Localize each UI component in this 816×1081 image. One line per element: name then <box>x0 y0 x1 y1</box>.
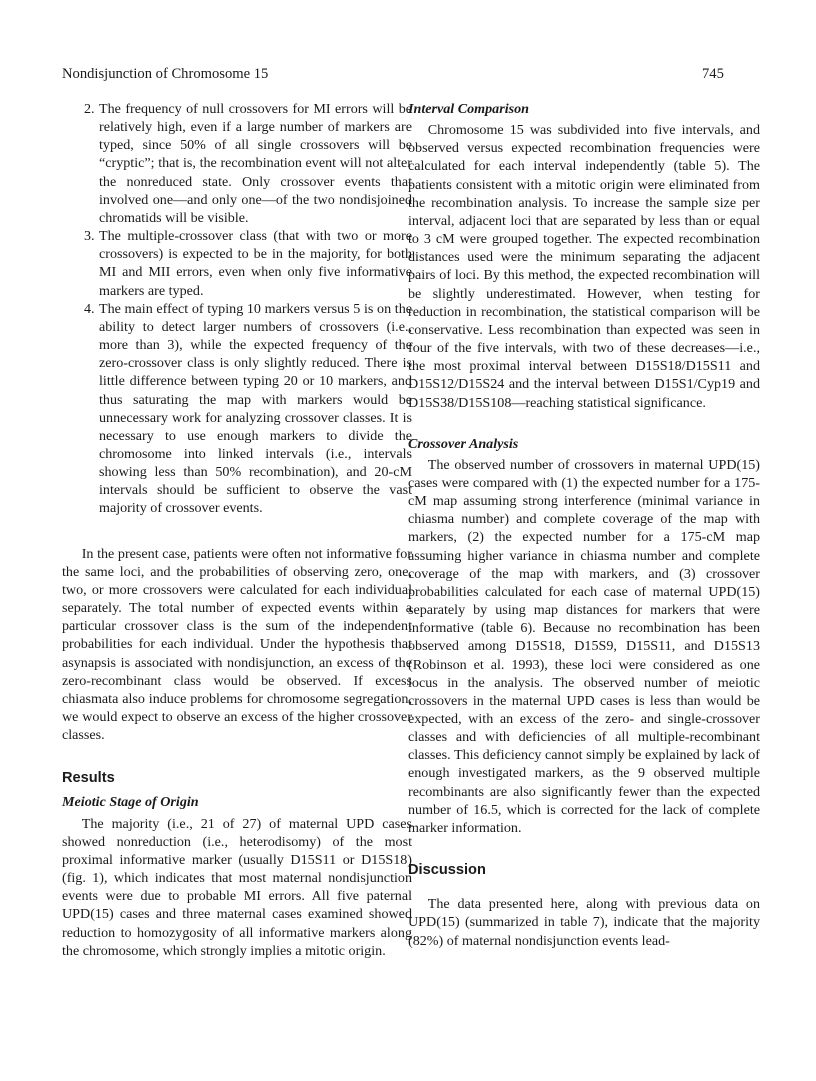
paragraph-interval-comparison: Chromosome 15 was subdivided into five intervals, and observed versus expected recombination frequencies were calculated for each interval independently (table 5). The patients consistent with a mitotic origin were eliminated from the recombination analysis. To increase the sample size per interval, adjacent loci that are separated by less than or equal to 3 cM were grouped together. The expected recombination distances used were the minimum separating the adjacent pairs of loci. By this method, the expected recombination will be slightly underestimated. However, when testing for reduction in recombination, the statistical comparison will be conservative. Less recombination than expected was seen in four of the five intervals, with two of these decreases—i.e., the most proximal interval between D15S18/D15S11 and D15S12/D15S24 and the interval between D15S1/Cyp19 and D15S38/D15S108—reaching statistical significance. <box>408 122 760 411</box>
page-number: 745 <box>702 66 724 82</box>
paragraph-crossover-analysis: The observed number of crossovers in maternal UPD(15) cases were compared with (1) the expected number for a 175-cM map assuming strong interference (minimal variance in chiasma number) and complete coverage of the map with markers, (2) the expected number for a 175-cM map assuming higher variance in chiasma number and complete coverage of the map with markers, and (3) crossover probabilities calculated for each case of maternal UPD(15) separately by using map distances for markers that were informative (table 6). Because no recombination has been observed among D15S18, D15S9, D15S11, and D15S13 (Robinson et al. 1993), these loci were considered as one locus in the analysis. The observed number of meiotic crossovers in the maternal UPD cases is less than would be expected, with an excess of the zero- and single-crossover classes and with deficiencies of all multiple-recombinant classes. This deficiency cannot simply be explained by lack of enough investigated markers, as the 9 observed multiple recombinants are also significantly fewer than the expected number of 16.5, which is corrected for the lack of complete marker information. <box>408 456 760 836</box>
paragraph-present-case: In the present case, patients were often not informative for the same loci, and the probabilities of observing zero, one, two, or more crossovers were calculated for each individual separately. The total number of expected events within a particular crossover class is the sum of the independent probabilities for each individual. Under the hypothesis that asynapsis is associated with nondisjunction, an excess of the zero-recombinant class would be observed. If excess chiasmata also induce problems for chromosome segregation, we would expect to observe an excess of the higher crossover classes. <box>62 545 412 744</box>
list-item <box>62 227 412 300</box>
meiotic-stage-heading: Meiotic Stage of Origin <box>62 794 199 811</box>
list-item-text: The multiple-crossover class (that with two or more crossovers) is expected to be in the majority, for both MI and MII errors, even when only five informative markers are typed. <box>99 228 412 299</box>
list-item-text: The main effect of typing 10 markers versus 5 is on the ability to detect larger numbers of crossovers (i.e., more than 3), while the expected frequency of the zero-crossover class is only slightly reduced. There is little difference between typing 20 or 10 markers, and thus saturating the map with markers would be unnecessary work for analyzing crossover classes. It is necessary to use enough markers to divide the chromosome into linked intervals (i.e., intervals showing less than 50% recombination), and 20-cM intervals should be sufficient to observe the vast majority of crossover events. <box>99 300 412 517</box>
crossover-analysis-heading: Crossover Analysis <box>408 435 519 452</box>
paragraph-discussion: The data presented here, along with previous data on UPD(15) (summarized in table 7), indicate that the majority (82%) of maternal nondisjunction events lead- <box>408 896 760 949</box>
paragraph-meiotic-stage: The majority (i.e., 21 of 27) of maternal UPD cases showed nonreduction (i.e., heterodisomy) of the most proximal informative marker (usually D15S11 or D15S18) (fig. 1), which indicates that most maternal nondisjunction events were due to probable MI errors. All five paternal UPD(15) cases and three maternal cases examined showed reduction to homozygosity of all informative markers along the chromosome, which strongly implies a mitotic origin. <box>62 815 412 959</box>
list-item-number: 2. <box>84 101 95 117</box>
list-item-number: 3. <box>84 228 95 245</box>
list-item-number: 4. <box>84 300 95 317</box>
discussion-heading: Discussion <box>408 862 486 879</box>
right-column <box>408 100 760 950</box>
list-item <box>62 100 412 227</box>
numbered-list <box>62 100 412 518</box>
left-column <box>62 100 412 960</box>
list-item-text: The frequency of null crossovers for MI errors will be relatively high, even if a large number of markers are typed, since 50% of all single crossovers will be “cryptic”; that is, the recombination event will not alter the nonreduced state. Only crossover events that involved one—and only one—of the two nondisjoined chromatids will be visible. <box>99 101 412 226</box>
results-heading: Results <box>62 770 115 787</box>
running-title: Nondisjunction of Chromosome 15 <box>62 66 269 82</box>
list-item <box>62 300 412 518</box>
interval-comparison-heading: Interval Comparison <box>408 101 529 117</box>
